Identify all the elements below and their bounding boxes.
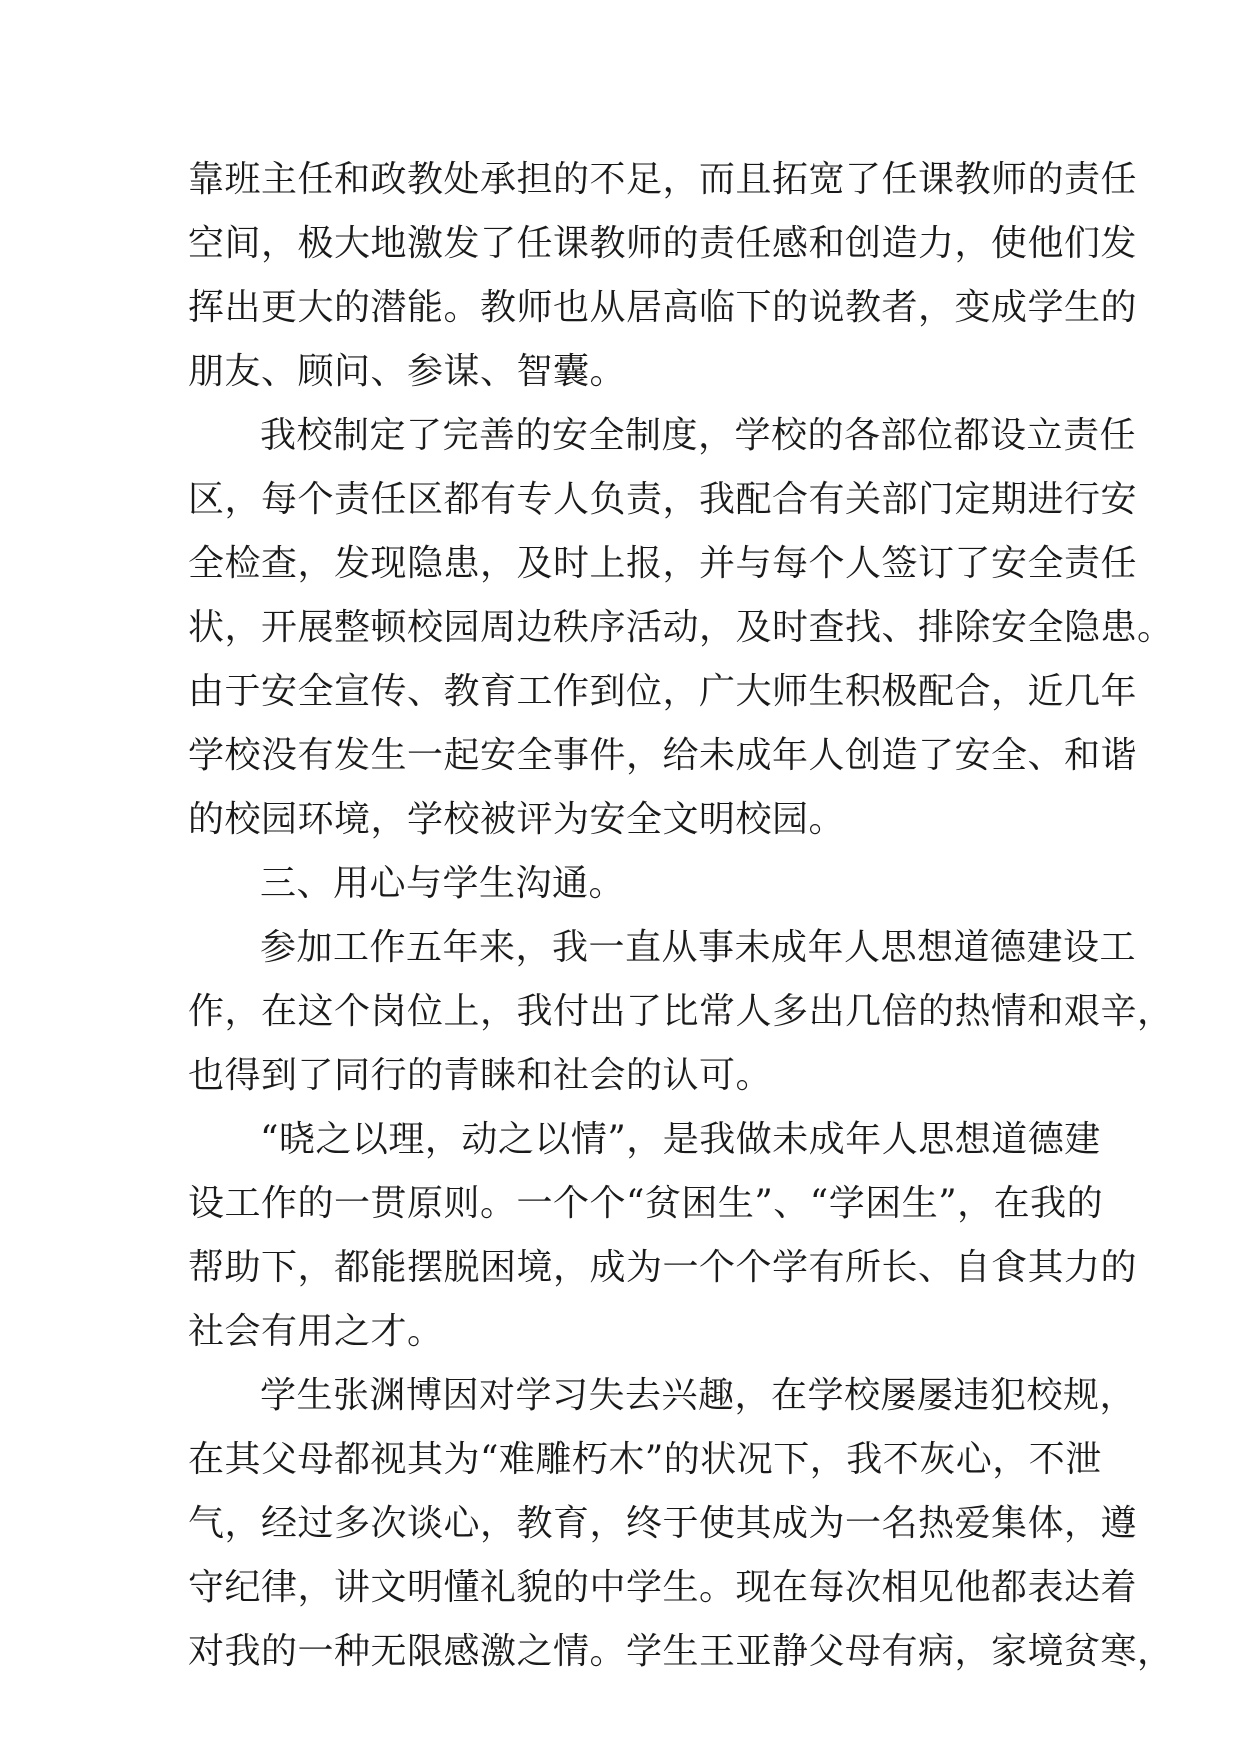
- paragraph-first-line: 学生张渊博因对学习失去兴趣，在学校屡屡违犯校规，: [260, 1375, 1137, 1416]
- paragraph-first-line: 我校制定了完善的安全制度，学校的各部位都设立责任: [260, 415, 1137, 456]
- text-line: 全检查，发现隐患，及时上报，并与每个人签订了安全责任: [188, 543, 1138, 584]
- text-line: 设工作的一贯原则。一个个“贫困生”、“学困生”，在我的: [188, 1183, 1104, 1224]
- text-line: 社会有用之才。: [188, 1311, 444, 1352]
- document-body: [188, 148, 1174, 1684]
- text-line: 区，每个责任区都有专人负责，我配合有关部门定期进行安: [188, 479, 1138, 520]
- text-line: 守纪律，讲文明懂礼貌的中学生。现在每次相见他都表达着: [188, 1567, 1138, 1608]
- text-line: 的校园环境，学校被评为安全文明校园。: [188, 799, 846, 840]
- section-heading: 三、用心与学生沟通。: [260, 863, 626, 904]
- text-line: 挥出更大的潜能。教师也从居高临下的说教者，变成学生的: [188, 287, 1138, 328]
- text-line: 作，在这个岗位上，我付出了比常人多出几倍的热情和艰辛，: [188, 991, 1174, 1032]
- text-line: 也得到了同行的青睐和社会的认可。: [188, 1055, 773, 1096]
- text-line: 对我的一种无限感激之情。学生王亚静父母有病，家境贫寒，: [188, 1631, 1174, 1672]
- text-line: 在其父母都视其为“难雕朽木”的状况下，我不灰心，不泄: [188, 1439, 1102, 1480]
- paragraph-first-line: 参加工作五年来，我一直从事未成年人思想道德建设工: [260, 927, 1137, 968]
- text-line: 状，开展整顿校园周边秩序活动，及时查找、排除安全隐患。: [188, 607, 1174, 648]
- paragraph-first-line: “晓之以理，动之以情”，是我做未成年人思想道德建: [260, 1119, 1101, 1160]
- text-line: 帮助下，都能摆脱困境，成为一个个学有所长、自食其力的: [188, 1247, 1138, 1288]
- text-line: 学校没有发生一起安全事件，给未成年人创造了安全、和谐: [188, 735, 1138, 776]
- text-line: 气，经过多次谈心，教育，终于使其成为一名热爱集体，遵: [188, 1503, 1138, 1544]
- text-line: 靠班主任和政教处承担的不足，而且拓宽了任课教师的责任: [188, 159, 1138, 200]
- text-line: 空间，极大地激发了任课教师的责任感和创造力，使他们发: [188, 223, 1138, 264]
- text-line: 由于安全宣传、教育工作到位，广大师生积极配合，近几年: [188, 671, 1138, 712]
- text-line: 朋友、顾问、参谋、智囊。: [188, 351, 627, 392]
